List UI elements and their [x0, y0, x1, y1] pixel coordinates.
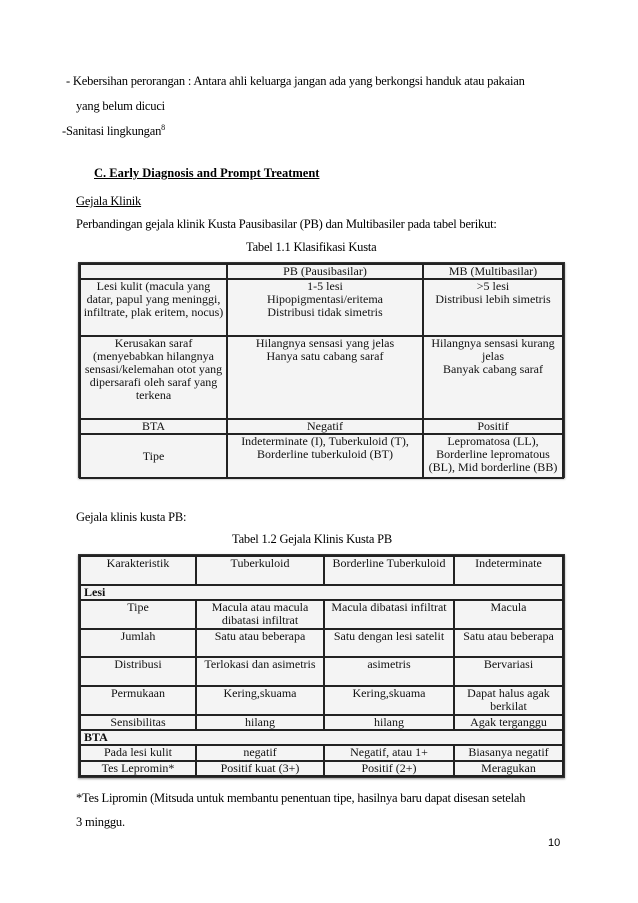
table1-cell: Hilangnya sensasi kurang jelas Banyak cabang saraf [423, 336, 563, 419]
table1-header-cell: MB (Multibasilar) [423, 264, 563, 279]
table1-cell: Negatif [227, 419, 423, 434]
footnote-line-1: *Tes Lipromin (Mitsuda untuk membantu penentuan tipe, hasilnya baru dapat disesan setelah [76, 791, 526, 805]
table2-cell: Permukaan [80, 686, 196, 715]
paragraph-line-kebersihan: - Kebersihan perorangan : Antara ahli keluarga jangan ada yang berkongsi handuk atau pakaian [66, 74, 525, 88]
table1-header-cell [80, 264, 227, 279]
table2-cell: Satu atau beberapa [196, 629, 324, 658]
paragraph-line-sanitasi [62, 124, 165, 139]
subheading-gejala-klinik: Gejala Klinik [76, 194, 142, 208]
table-row [80, 600, 563, 629]
table-row [80, 629, 563, 658]
table2-cell: Positif (2+) [324, 761, 454, 776]
table1-cell: Tipe [80, 434, 227, 478]
table-row [80, 686, 563, 715]
footnote-line-2: 3 minggu. [76, 815, 125, 829]
table-row [80, 761, 563, 776]
table2-cell: Kering,skuama [196, 686, 324, 715]
table2-cell: Terlokasi dan asimetris [196, 657, 324, 686]
table2-cell: Jumlah [80, 629, 196, 658]
table2-cell: Distribusi [80, 657, 196, 686]
table2-section-bta: BTA [80, 730, 563, 745]
table-row [80, 657, 563, 686]
section-heading: C. Early Diagnosis and Prompt Treatment [94, 166, 320, 180]
table2-cell: Tes Lepromin* [80, 761, 196, 776]
table1-cell: Kerusakan saraf (menyebabkan hilangnya sensasi/kelemahan otot yang dipersarafi oleh saraf yang terkena [80, 336, 227, 419]
table1-cell: >5 lesi Distribusi lebih simetris [423, 279, 563, 336]
table2-cell: hilang [196, 715, 324, 730]
table2-header-cell: Karakteristik [80, 556, 196, 585]
pb-intro: Gejala klinis kusta PB: [76, 510, 187, 524]
table2-cell: Pada lesi kulit [80, 745, 196, 760]
table2-grid [79, 555, 564, 777]
table2-header-cell: Tuberkuloid [196, 556, 324, 585]
table-row [80, 745, 563, 760]
table-row [80, 336, 563, 419]
table2-cell: Negatif, atau 1+ [324, 745, 454, 760]
table2-cell: Positif kuat (3+) [196, 761, 324, 776]
table2-cell: Tipe [80, 600, 196, 629]
table1-caption: Tabel 1.1 Klasifikasi Kusta [246, 240, 377, 254]
table2-header-cell: Indeterminate [454, 556, 563, 585]
table2-cell: Biasanya negatif [454, 745, 563, 760]
sanitasi-text: -Sanitasi lingkungan [62, 124, 162, 138]
table2-cell: asimetris [324, 657, 454, 686]
footnote-ref: 8 [161, 122, 165, 132]
table2-cell: Agak terganggu [454, 715, 563, 730]
table2-cell: negatif [196, 745, 324, 760]
table2-cell: Satu atau beberapa [454, 629, 563, 658]
table2-cell: Bervariasi [454, 657, 563, 686]
intro-text: Perbandingan gejala klinik Kusta Pausibasilar (PB) dan Multibasiler pada tabel berikut: [76, 217, 497, 231]
table2-cell: Macula atau macula dibatasi infiltrat [196, 600, 324, 629]
page-number: 10 [548, 837, 561, 849]
table-row [80, 279, 563, 336]
table2-cell: Satu dengan lesi satelit [324, 629, 454, 658]
paragraph-line-dicuci: yang belum dicuci [76, 99, 165, 113]
table2-cell: Meragukan [454, 761, 563, 776]
table2-cell: Dapat halus agak berkilat [454, 686, 563, 715]
table1-cell: Lepromatosa (LL), Borderline lepromatous (BL), Mid borderline (BB) [423, 434, 563, 478]
table1-cell: Hilangnya sensasi yang jelas Hanya satu cabang saraf [227, 336, 423, 419]
table2-header-cell: Borderline Tuberkuloid [324, 556, 454, 585]
table1-grid [79, 263, 564, 479]
table1-cell: 1-5 lesi Hipopigmentasi/eritema Distribusi tidak simetris [227, 279, 423, 336]
table1-cell: Indeterminate (I), Tuberkuloid (T), Borderline tuberkuloid (BT) [227, 434, 423, 478]
table1-classification [78, 262, 565, 478]
table2-cell: Macula [454, 600, 563, 629]
table-row [80, 419, 563, 434]
table2-pb-symptoms [78, 554, 565, 778]
table2-cell: hilang [324, 715, 454, 730]
table2-cell: Sensibilitas [80, 715, 196, 730]
table-row [80, 715, 563, 730]
table-row [80, 434, 563, 478]
table2-cell: Macula dibatasi infiltrat [324, 600, 454, 629]
table2-section-lesi: Lesi [80, 585, 563, 600]
table1-cell: Positif [423, 419, 563, 434]
table1-header-cell: PB (Pausibasilar) [227, 264, 423, 279]
table2-caption: Tabel 1.2 Gejala Klinis Kusta PB [232, 532, 393, 546]
table2-cell: Kering,skuama [324, 686, 454, 715]
table1-cell: Lesi kulit (macula yang datar, papul yang meninggi, infiltrate, plak eritem, nocus) [80, 279, 227, 336]
table1-cell: BTA [80, 419, 227, 434]
